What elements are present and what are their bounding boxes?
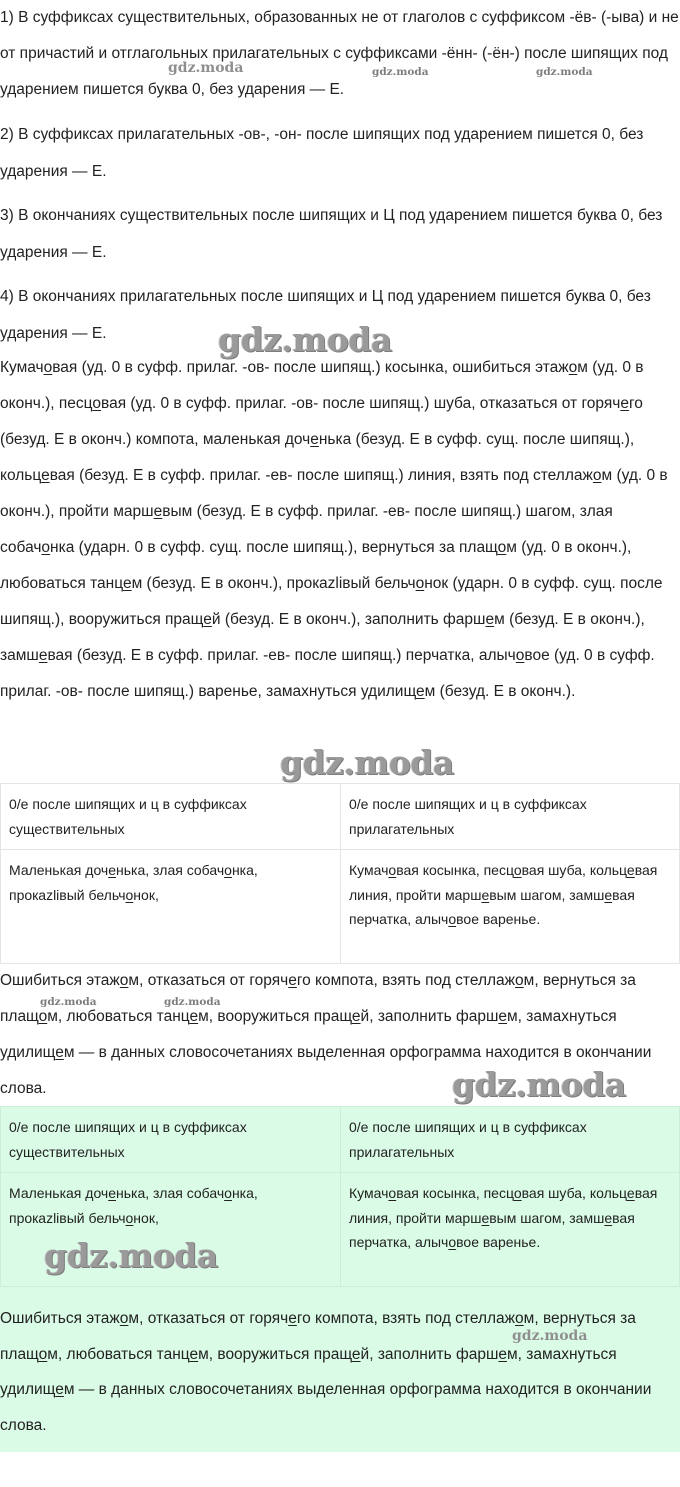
highlighted-letter: о <box>38 1345 48 1363</box>
highlighted-letter: о <box>38 1008 48 1025</box>
highlighted-letter: о <box>513 862 522 878</box>
highlighted-letter: о <box>388 1185 397 1201</box>
rule-2: 2) В суффиксах прилагательных -ов-, -он- после шипящих под ударением пишется 0, без ударения — Е. <box>0 126 644 180</box>
watermark: gdz.moda <box>168 60 244 76</box>
highlighted-letter: е <box>481 1209 490 1226</box>
highlighted-letter: о <box>388 862 397 878</box>
highlighted-letter: о <box>224 862 232 878</box>
highlighted-letter: о <box>515 972 524 989</box>
rule-3: 3) В окончаниях существительных после шипящих и Ц под ударением пишется буква 0, без ударения — Е. <box>0 207 663 261</box>
watermark: gdz.moda <box>536 66 593 78</box>
highlighted-letter: е <box>498 1345 508 1363</box>
table-header-row <box>1 1107 680 1173</box>
table-header-nouns: 0/е после шипящих и ц в суффиксах существительных <box>1 1107 341 1173</box>
highlighted-letter: е <box>203 611 212 628</box>
watermark: gdz.moda <box>372 66 429 78</box>
table-header-row <box>1 784 680 850</box>
table-cell-nouns: Маленькая доченька, злая собачонка, прокazliвый бельчонок, <box>1 1173 341 1287</box>
highlighted-letter: е <box>55 1381 64 1398</box>
table-header-adjectives: 0/е после шипящих и ц в суффиксах прилагательных <box>341 1107 680 1173</box>
highlighted-letter: о <box>448 1234 457 1250</box>
rule-4: 4) В окончаниях прилагательных после шипящих и Ц под ударением пишется буква 0, без ударения — Е. <box>0 288 651 342</box>
highlighted-letter: е <box>604 1209 613 1226</box>
highlighted-letter: о <box>43 359 53 376</box>
watermark: gdz.moda <box>452 1065 626 1104</box>
highlighted-letter: о <box>592 467 602 484</box>
table-cell-nouns: Маленькая доченька, злая собачонка, прокazliвый бельчонок, <box>1 850 341 964</box>
highlighted-letter: о <box>119 1310 129 1327</box>
watermark: gdz.moda <box>280 743 454 782</box>
conclusion-paragraph: Ошибиться этажом, отказаться от горячего компота, взять под стеллажом, вернуться за плащом, любоваться танцем, вооружиться пращей, заполнить фаршем, замахнуться удилищем — в данных словосочетаниях выделенная орфограмма находится в окончании слова. <box>0 972 652 1097</box>
highlighted-letter: е <box>153 503 163 520</box>
highlighted-letter: е <box>626 862 635 878</box>
watermark: gdz.moda <box>44 1236 218 1275</box>
highlighted-letter: е <box>604 886 613 903</box>
highlighted-letter: о <box>415 575 425 592</box>
highlighted-letter: е <box>351 1345 361 1363</box>
highlighted-letter: е <box>485 611 495 628</box>
highlighted-letter: е <box>288 1310 297 1327</box>
highlighted-letter: е <box>122 575 132 592</box>
examples-paragraph: Кумачовая (уд. 0 в суфф. прилаг. -ов- после шипящ.) косынка, ошибиться этажом (уд. 0 в оконч.), песцовая (уд. 0 в суфф. прилаг. -ов- после шипящ.) шуба, отказаться от горячего (безуд. Е в оконч.) компота, маленькая доченька (безуд. Е в суфф. сущ. после шипящ.), кольцевая (безуд. Е в суфф. прилаг. -ев- после шипящ.) линия, взять под стеллажом (уд. 0 в оконч.), пройти маршевым (безуд. Е в суфф. прилаг. -ев- после шипящ.) шагом, злая собачонка (ударн. 0 в суфф. сущ. после шипящ.), вернуться за плащом (уд. 0 в оконч.), любоваться танцем (безуд. Е в оконч.), прокazliвый бельчонок (ударн. 0 в суфф. сущ. после шипящ.), вооружиться пращей (безуд. Е в оконч.), заполнить фаршем (безуд. Е в оконч.), замшевая (безуд. Е в суфф. прилаг. -ев- после шипящ.) перчатка, алычовое (уд. 0 в суфф. прилаг. -ов- после шипящ.) варенье, замахнуться удилищем (безуд. Е в оконч.). <box>0 359 668 700</box>
watermark: gdz.moda <box>164 996 221 1008</box>
highlighted-letter: о <box>515 647 525 664</box>
highlighted-letter: е <box>416 683 425 700</box>
highlighted-letter: е <box>189 1345 199 1363</box>
rule-1: 1) В суффиксах существительных, образованных не от глаголов с суффиксом -ёв- (-ыва) и не от причастий и отглагольных прилагательных с суффиксами -ённ- (-ён-) после шипящих под ударением пишется буква 0, без ударения — Е. <box>0 9 679 98</box>
table-cell-adjectives: Кумачовая косынка, песцовая шуба, кольцевая линия, пройти маршевым шагом, замшевая перчатка, алычовое варенье. <box>341 850 680 964</box>
highlighted-letter: о <box>119 972 129 989</box>
highlighted-letter: е <box>498 1008 508 1025</box>
table-header-nouns: 0/е после шипящих и ц в суффиксах существительных <box>1 784 341 850</box>
watermark: gdz.moda <box>218 320 392 359</box>
highlighted-letter: е <box>108 1185 117 1201</box>
highlighted-letter: е <box>189 1008 199 1025</box>
spelling-table <box>0 783 680 964</box>
answer-block <box>0 1106 680 1452</box>
highlighted-letter: о <box>224 1185 232 1201</box>
watermark: gdz.moda <box>512 1328 588 1344</box>
highlighted-letter: о <box>515 1310 524 1327</box>
highlighted-letter: е <box>351 1008 361 1025</box>
highlighted-letter: о <box>513 1185 522 1201</box>
highlighted-letter: о <box>125 1209 134 1226</box>
highlighted-letter: о <box>497 539 507 556</box>
highlighted-letter: о <box>92 395 102 412</box>
highlighted-letter: о <box>448 911 457 927</box>
highlighted-letter: е <box>108 862 117 878</box>
watermark: gdz.moda <box>40 996 97 1008</box>
highlighted-letter: е <box>310 431 319 448</box>
highlighted-letter: о <box>125 886 134 903</box>
highlighted-letter: е <box>38 647 48 664</box>
highlighted-letter: е <box>288 972 297 989</box>
highlighted-letter: е <box>626 1185 635 1201</box>
table-header-adjectives: 0/е после шипящих и ц в суффиксах прилагательных <box>341 784 680 850</box>
answer-conclusion: Ошибиться этажом, отказаться от горячего компота, взять под стеллажом, вернуться за плащом, любоваться танцем, вооружиться пращей, заполнить фаршем, замахнуться удилищем — в данных словосочетаниях выделенная орфограмма находится в окончании слова. <box>0 1310 652 1434</box>
highlighted-letter: е <box>620 395 629 412</box>
table-cell-adjectives: Кумачовая косынка, песцовая шуба, кольцевая линия, пройти маршевым шагом, замшевая перчатка, алычовое варенье. <box>341 1173 680 1287</box>
highlighted-letter: о <box>568 359 578 376</box>
table-row <box>1 850 680 964</box>
highlighted-letter: е <box>41 467 50 484</box>
highlighted-letter: о <box>41 539 51 556</box>
highlighted-letter: е <box>55 1044 64 1061</box>
highlighted-letter: е <box>481 886 490 903</box>
